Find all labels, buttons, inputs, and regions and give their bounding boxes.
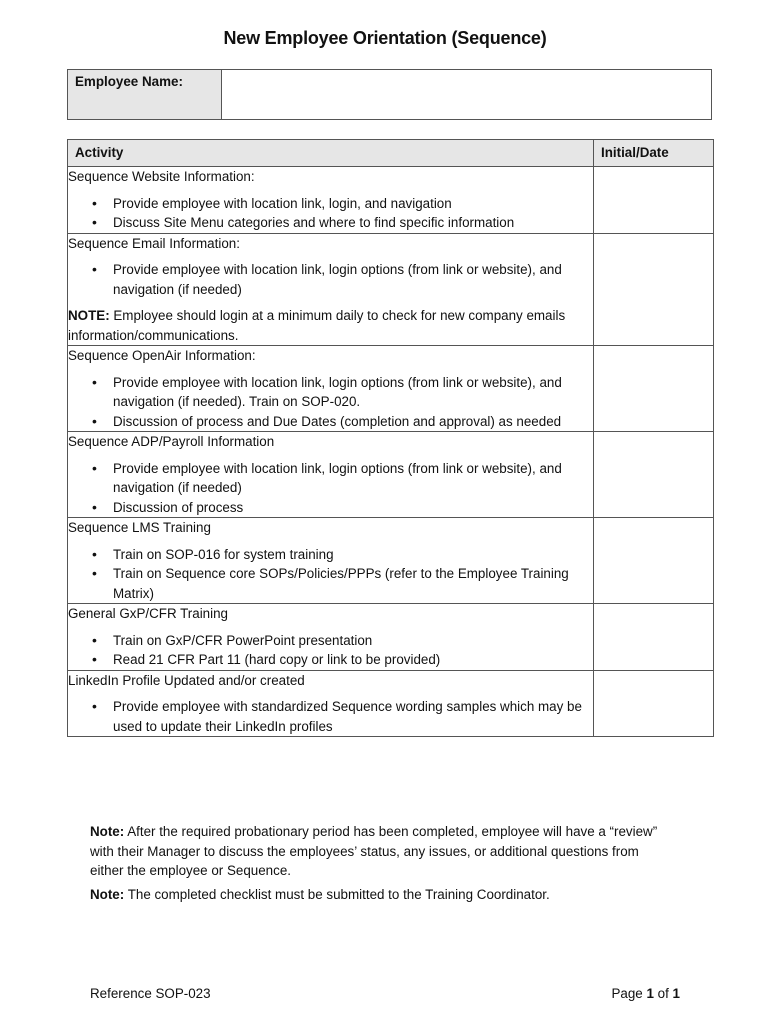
initial-date-cell[interactable] (594, 432, 714, 518)
list-item: • Provide employee with standardized Sequence wording samples which may be used to update their LinkedIn profiles (68, 697, 593, 736)
initial-date-header: Initial/Date (594, 140, 714, 167)
footnote (90, 822, 670, 881)
employee-name-label: Employee Name: (68, 70, 222, 119)
list-item: • Discussion of process and Due Dates (completion and approval) as needed (68, 412, 593, 432)
note-text: Employee should login at a minimum daily to check for new company emails information/communications. (68, 308, 566, 343)
activity-cell (68, 432, 594, 518)
initial-date-cell[interactable] (594, 233, 714, 346)
initial-date-cell[interactable] (594, 167, 714, 234)
document-title: New Employee Orientation (Sequence) (223, 28, 547, 48)
list-item: • Provide employee with location link, login options (from link or website), and navigation (if needed) (68, 260, 593, 299)
table-row (68, 346, 714, 432)
activity-table (67, 139, 714, 737)
table-row (68, 670, 714, 737)
list-item: • Train on Sequence core SOPs/Policies/PPPs (refer to the Employee Training Matrix) (68, 564, 593, 603)
section-title: Sequence LMS Training (68, 520, 211, 535)
section-note (68, 306, 593, 345)
list-item: • Train on GxP/CFR PowerPoint presentation (68, 631, 593, 651)
activity-cell (68, 167, 594, 234)
list-item: • Read 21 CFR Part 11 (hard copy or link to be provided) (68, 650, 593, 670)
activity-cell (68, 233, 594, 346)
footnote-label: Note: (90, 824, 125, 839)
list-item: • Provide employee with location link, login options (from link or website), and navigation (if needed). Train on SOP-020. (68, 373, 593, 412)
page-prefix: Page (611, 986, 647, 1001)
list-item: • Provide employee with location link, login, and navigation (68, 194, 593, 214)
table-row (68, 518, 714, 604)
list-item: • Train on SOP-016 for system training (68, 545, 593, 565)
employee-name-box (67, 69, 712, 120)
activity-cell (68, 604, 594, 671)
footnote (90, 885, 670, 905)
activity-cell (68, 670, 594, 737)
list-item: • Discussion of process (68, 498, 593, 518)
initial-date-cell[interactable] (594, 604, 714, 671)
footnote-label: Note: (90, 886, 125, 902)
page-current: 1 (646, 986, 654, 1001)
initial-date-cell[interactable] (594, 346, 714, 432)
footer-reference: Reference SOP-023 (90, 986, 211, 1001)
table-row (68, 604, 714, 671)
activity-cell (68, 346, 594, 432)
table-row (68, 233, 714, 346)
list-item: • Provide employee with location link, login options (from link or website), and navigation (if needed) (68, 459, 593, 498)
employee-name-field[interactable] (222, 70, 711, 119)
table-row (68, 432, 714, 518)
footer-page-number (611, 986, 680, 1001)
table-row (68, 167, 714, 234)
activity-cell (68, 518, 594, 604)
activity-header: Activity (68, 140, 594, 167)
footnote-text: After the required probationary period has been completed, employee will have a “review” with their Manager to discuss the employees’ status, any issues, or additional questions from either the employee or Sequence. (90, 824, 658, 878)
footnote-text: The completed checklist must be submitted to the Training Coordinator. (124, 886, 550, 902)
section-title: Sequence Email Information: (68, 235, 240, 251)
initial-date-cell[interactable] (594, 518, 714, 604)
page-total: 1 (672, 986, 680, 1001)
page-of: of (653, 986, 673, 1001)
section-title: Sequence OpenAir Information: (68, 348, 256, 363)
section-title: General GxP/CFR Training (68, 606, 229, 621)
section-title: Sequence ADP/Payroll Information (68, 434, 275, 449)
footnotes (90, 822, 670, 908)
section-title: LinkedIn Profile Updated and/or created (68, 672, 305, 688)
list-item: • Discuss Site Menu categories and where to find specific information (68, 213, 593, 233)
section-title: Sequence Website Information: (68, 169, 255, 184)
initial-date-cell[interactable] (594, 670, 714, 737)
note-label: NOTE: (68, 308, 110, 323)
